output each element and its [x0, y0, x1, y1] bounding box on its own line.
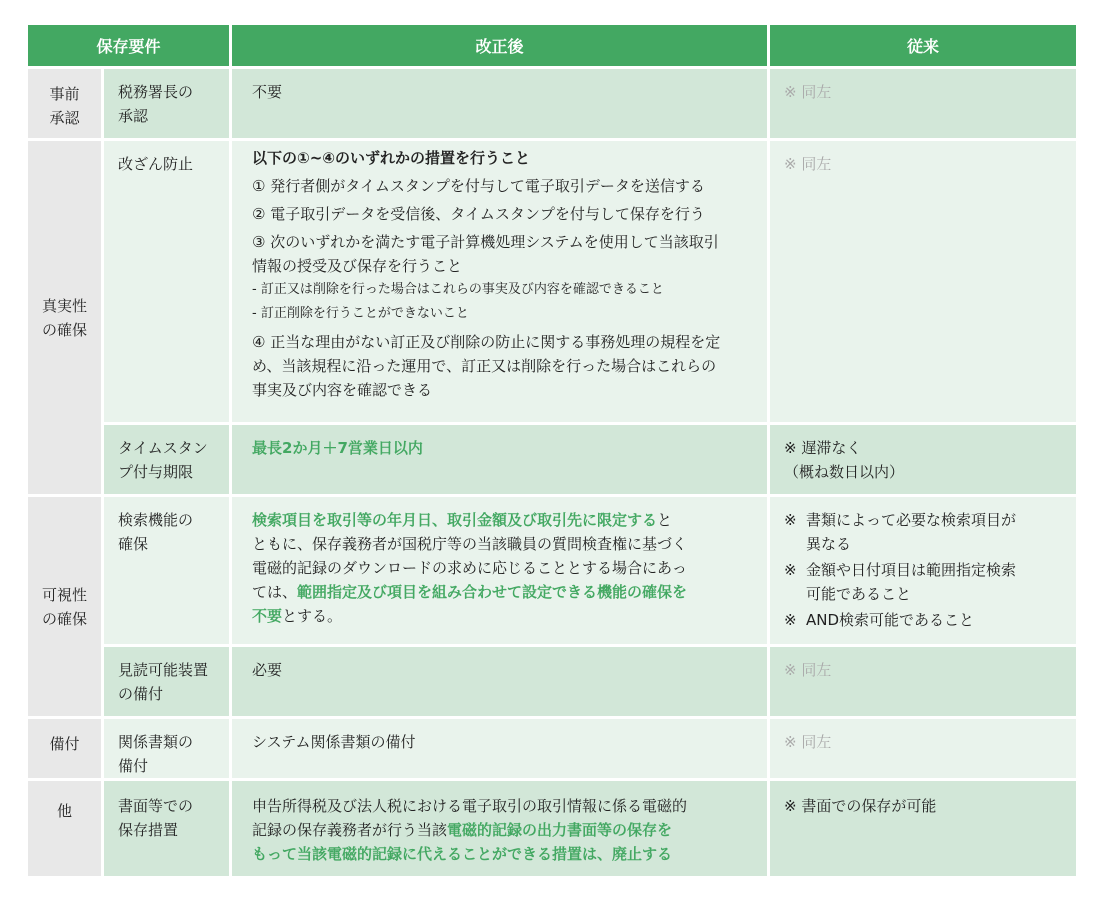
- after-prior-approval: 不要: [232, 69, 770, 141]
- header-requirement: 保存要件: [28, 25, 232, 69]
- category-visibility: 可視性 の確保: [28, 497, 104, 719]
- search-note-1: ※ 書類によって必要な検索項目が 異なる: [784, 511, 1017, 553]
- tamper-measure-3b: - 訂正削除を行うことができないこと: [252, 306, 469, 321]
- item-timestamp-deadline: タイムスタン プ付与期限: [104, 425, 232, 497]
- before-paper-storage: ※ 書面での保存が可能: [770, 781, 1076, 879]
- category-equipment: 備付: [28, 719, 104, 781]
- before-tamper-prevention: ※ 同左: [770, 141, 1076, 425]
- after-viewer-device: 必要: [232, 647, 770, 719]
- item-tamper-prevention: 改ざん防止: [104, 141, 232, 425]
- category-prior-approval: 事前 承認: [28, 69, 104, 141]
- before-related-documents: ※ 同左: [770, 719, 1076, 781]
- category-authenticity: 真実性 の確保: [28, 141, 104, 497]
- item-tax-office-approval: 税務署長の 承認: [104, 69, 232, 141]
- before-timestamp-deadline: ※ 遅滞なく （概ね数日以内）: [770, 425, 1076, 497]
- row-viewer-device: [28, 647, 1076, 719]
- after-tamper-prevention: [232, 141, 770, 425]
- tamper-measure-1: ① 発行者側がタイムスタンプを付与して電子取引データを送信する: [252, 177, 705, 195]
- header-row: [28, 25, 1076, 69]
- row-prior-approval: [28, 69, 1076, 141]
- before-viewer-device: ※ 同左: [770, 647, 1076, 719]
- row-search-function: [28, 497, 1076, 647]
- row-tamper-prevention: [28, 141, 1076, 425]
- row-related-documents: [28, 719, 1076, 781]
- category-other: 他: [28, 781, 104, 879]
- tamper-measure-3: ③ 次のいずれかを満たす電子計算機処理システムを使用して当該取引 情報の授受及び保存を行うこと: [252, 233, 719, 275]
- tamper-measure-2: ② 電子取引データを受信後、タイムスタンプを付与して保存を行う: [252, 205, 705, 223]
- tamper-title: 以下の①~④のいずれかの措置を行うこと: [252, 149, 530, 167]
- after-related-documents: システム関係書類の備付: [232, 719, 770, 781]
- item-paper-storage: 書面等での 保存措置: [104, 781, 232, 879]
- after-paper-storage: 申告所得税及び法人税における電子取引の取引情報に係る電磁的 記録の保存義務者が行う当該電磁的記録の出力書面等の保存を もって当該電磁的記録に代えることができる措置は、廃止する: [232, 781, 770, 879]
- row-timestamp-deadline: [28, 425, 1076, 497]
- after-search-function: 検索項目を取引等の年月日、取引金額及び取引先に限定すると ともに、保存義務者が国税庁等の当該職員の質問検査権に基づく 電磁的記録のダウンロードの求めに応じることとする場合にあっ ては、範囲指定及び項目を組み合わせて設定できる機能の確保を 不要とする。: [232, 497, 770, 647]
- requirements-table: [28, 25, 1076, 879]
- item-search-function: 検索機能の 確保: [104, 497, 232, 647]
- tamper-measure-4: ④ 正当な理由がない訂正及び削除の防止に関する事務処理の規程を定 め、当該規程に沿った運用で、訂正又は削除を行った場合はこれらの 事実及び内容を確認できる: [252, 333, 721, 399]
- after-timestamp-deadline: 最長2か月＋7営業日以内: [232, 425, 770, 497]
- search-note-3: ※ AND検索可能であること: [784, 611, 975, 629]
- item-related-documents: 関係書類の 備付: [104, 719, 232, 781]
- header-after: 改正後: [232, 25, 770, 69]
- before-prior-approval: ※ 同左: [770, 69, 1076, 141]
- header-before: 従来: [770, 25, 1076, 69]
- tamper-measure-3a: - 訂正又は削除を行った場合はこれらの事実及び内容を確認できること: [252, 282, 664, 297]
- row-paper-storage: [28, 781, 1076, 879]
- item-viewer-device: 見読可能装置 の備付: [104, 647, 232, 719]
- search-note-2: ※ 金額や日付項目は範囲指定検索 可能であること: [784, 561, 1017, 603]
- before-search-function: [770, 497, 1076, 647]
